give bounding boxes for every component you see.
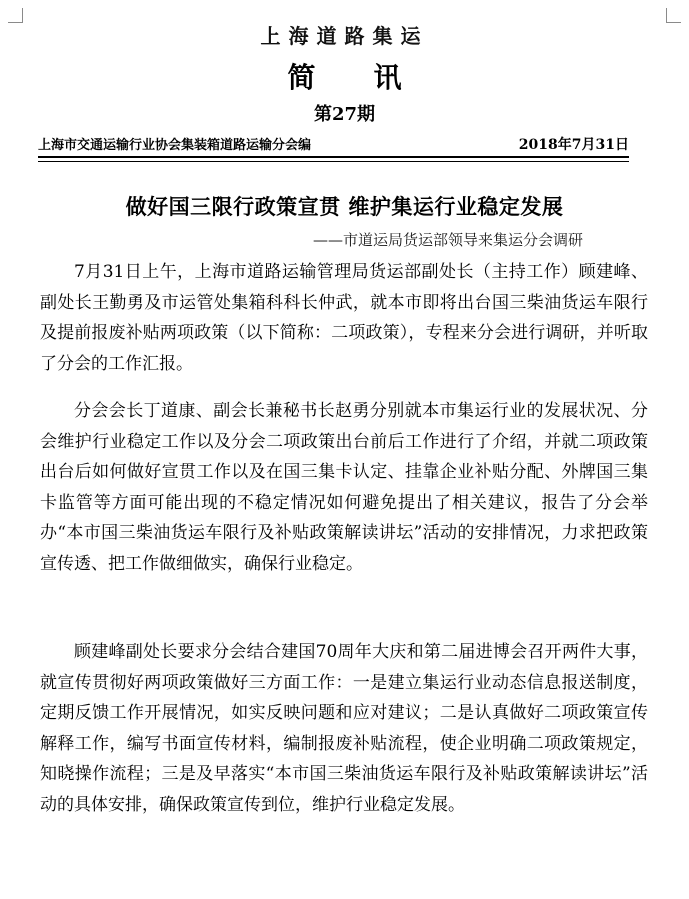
masthead-publication-title: 简讯 [287,61,460,94]
issue-date: 2018年7月31日 [518,137,629,153]
masthead-divider-thin [38,161,629,162]
article-paragraph: 7月31日上午，上海市道路运输管理局货运部副处长（主持工作）顾建峰、副处长王勤勇及市运管处集箱科科长仲武，就本市即将出台国三柴油货运车限行及提前报废补贴两项政策（以下简称：二项政策），专程来分会进行调研，并听取了分会的工作汇报。 [40,262,648,374]
masthead-organization: 上海道路集运 [260,24,429,48]
masthead-divider-thick [38,156,629,158]
article-title: 做好国三限行政策宣贯 维护集运行业稳定发展 [125,195,564,219]
article-paragraph: 分会会长丁道康、副会长兼秘书长赵勇分别就本市集运行业的发展状况、分会维护行业稳定工作以及分会二项政策出台前后工作进行了介绍，并就二项政策出台后如何做好宣贯工作以及在国三集卡认定、挂靠企业补贴分配、外牌国三集卡监管等方面可能出现的不稳定情况如何避免提出了相关建议，报告了分会举办“本市国三柴油货运车限行及补贴政策解读讲坛”活动的安排情况，力求把政策宣传透、把工作做细做实，确保行业稳定。 [40,401,648,574]
editor-line: 上海市交通运输行业协会集装箱道路运输分会编 [38,138,312,153]
issue-number: 第27期 [313,104,376,125]
article-paragraph: 顾建峰副处长要求分会结合建国70周年大庆和第二届进博会召开两件大事，就宣传贯彻好两项政策做好三方面工作：一是建立集运行业动态信息报送制度，定期反馈工作开展情况，如实反映问题和应对建议；二是认真做好二项政策宣传解释工作，编写书面宣传材料，编制报废补贴流程，使企业明确二项政策规定，知晓操作流程；三是及早落实“本市国三柴油货运车限行及补贴政策解读讲坛”活动的具体安排，确保政策宣传到位，维护行业稳定发展。 [40,642,648,815]
article-subtitle: ——市道运局货运部领导来集运分会调研 [312,231,583,249]
masthead-meta-row [38,134,629,152]
